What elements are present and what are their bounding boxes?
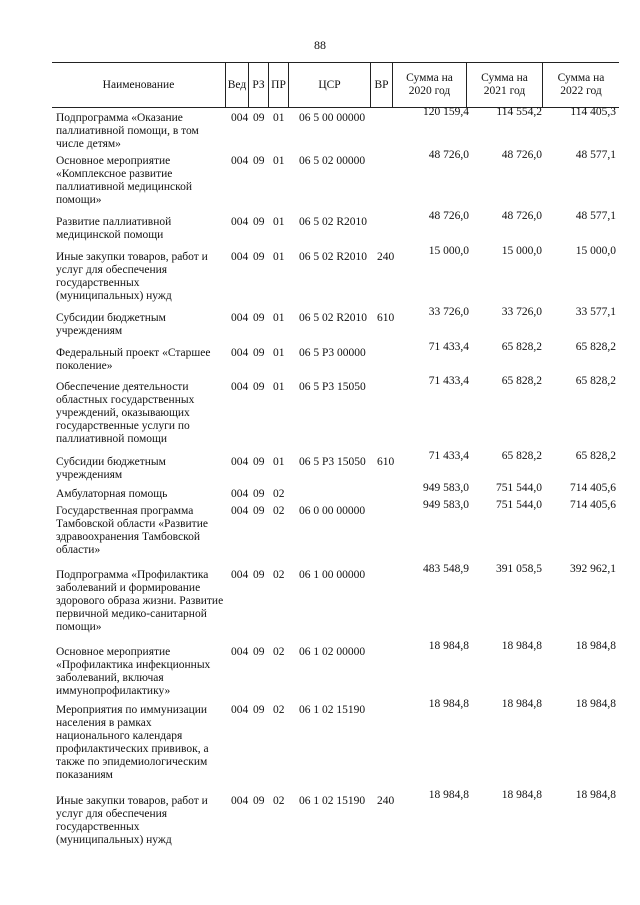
row-ved: 004 <box>231 704 249 716</box>
row-pr: 01 <box>273 216 285 228</box>
row-ved: 004 <box>231 795 249 807</box>
row-rz: 09 <box>253 251 265 263</box>
row-csr: 06 0 00 00000 <box>299 505 366 517</box>
row-csr: 06 5 P3 15050 <box>299 456 366 468</box>
row-rz: 09 <box>253 347 265 359</box>
row-csr: 06 5 02 R2010 <box>299 312 368 324</box>
row-sum-2022: 18 984,8 <box>575 698 616 710</box>
header-sum-2022: Сумма на 2022 год <box>557 72 605 97</box>
row-rz: 09 <box>253 112 265 124</box>
row-pr: 02 <box>273 795 285 807</box>
row-sum-2022: 392 962,1 <box>570 563 616 575</box>
row-sum-2021: 65 828,2 <box>501 450 542 462</box>
row-rz: 09 <box>253 569 265 581</box>
row-pr: 01 <box>273 155 285 167</box>
row-sum-2022: 18 984,8 <box>575 640 616 652</box>
table-header <box>52 62 619 108</box>
row-sum-2021: 18 984,8 <box>501 698 542 710</box>
row-sum-2022: 33 577,1 <box>575 306 616 318</box>
row-csr: 06 5 P3 00000 <box>299 347 366 359</box>
row-name: Обеспечение деятельности областных государственных учреждений, оказывающих государственные услуги по паллиативной помощи <box>56 381 195 445</box>
row-name: Развитие паллиативной медицинской помощи <box>56 216 172 241</box>
header-csr: ЦСР <box>289 63 371 107</box>
row-sum-2021: 18 984,8 <box>501 789 542 801</box>
row-vr: 240 <box>377 795 395 807</box>
row-ved: 004 <box>231 251 249 263</box>
row-rz: 09 <box>253 488 265 500</box>
row-pr: 01 <box>273 381 285 393</box>
row-sum-2022: 114 405,3 <box>570 106 616 118</box>
row-pr: 01 <box>273 112 285 124</box>
row-ved: 004 <box>231 216 249 228</box>
row-pr: 02 <box>273 569 285 581</box>
row-csr: 06 1 00 00000 <box>299 569 366 581</box>
row-csr: 06 5 02 R2010 <box>299 251 368 263</box>
row-name: Субсидии бюджетным учреждениям <box>56 456 166 481</box>
row-vr: 240 <box>377 251 395 263</box>
header-rz: РЗ <box>249 63 269 107</box>
row-ved: 004 <box>231 646 249 658</box>
row-ved: 004 <box>231 569 249 581</box>
row-rz: 09 <box>253 505 265 517</box>
row-rz: 09 <box>253 704 265 716</box>
row-csr: 06 5 02 00000 <box>299 155 366 167</box>
row-pr: 02 <box>273 704 285 716</box>
row-pr: 02 <box>273 646 285 658</box>
page-number: 88 <box>314 38 326 52</box>
row-csr: 06 1 02 00000 <box>299 646 366 658</box>
row-sum-2021: 65 828,2 <box>501 341 542 353</box>
header-name: Наименование <box>52 63 226 107</box>
row-name: Иные закупки товаров, работ и услуг для обеспечения государственных (муниципальных) нужд <box>56 795 208 846</box>
row-sum-2020: 71 433,4 <box>428 450 469 462</box>
row-sum-2020: 18 984,8 <box>428 640 469 652</box>
row-sum-2021: 65 828,2 <box>501 375 542 387</box>
row-ved: 004 <box>231 488 249 500</box>
row-csr: 06 5 P3 15050 <box>299 381 366 393</box>
row-sum-2021: 48 726,0 <box>501 210 542 222</box>
row-rz: 09 <box>253 216 265 228</box>
row-sum-2021: 751 544,0 <box>496 482 542 494</box>
row-pr: 02 <box>273 488 285 500</box>
row-csr: 06 5 02 R2010 <box>299 216 368 228</box>
row-rz: 09 <box>253 381 265 393</box>
row-name: Амбулаторная помощь <box>56 488 168 500</box>
row-sum-2022: 714 405,6 <box>570 482 616 494</box>
row-pr: 01 <box>273 312 285 324</box>
header-vr: ВР <box>371 63 393 107</box>
header-pr: ПР <box>269 63 289 107</box>
row-sum-2022: 48 577,1 <box>575 210 616 222</box>
row-sum-2020: 15 000,0 <box>428 245 469 257</box>
row-sum-2021: 18 984,8 <box>501 640 542 652</box>
row-name: Основное мероприятие «Профилактика инфекционных заболеваний, включая иммунопрофилактику» <box>56 646 211 697</box>
row-sum-2021: 33 726,0 <box>501 306 542 318</box>
row-name: Подпрограмма «Оказание паллиативной помощи, в том числе детям» <box>56 112 199 150</box>
row-sum-2021: 391 058,5 <box>496 563 542 575</box>
row-sum-2020: 48 726,0 <box>428 210 469 222</box>
row-sum-2021: 48 726,0 <box>501 149 542 161</box>
row-sum-2020: 949 583,0 <box>423 499 469 511</box>
row-rz: 09 <box>253 795 265 807</box>
row-pr: 01 <box>273 456 285 468</box>
row-sum-2020: 33 726,0 <box>428 306 469 318</box>
row-sum-2022: 48 577,1 <box>575 149 616 161</box>
row-rz: 09 <box>253 456 265 468</box>
row-name: Субсидии бюджетным учреждениям <box>56 312 166 337</box>
row-name: Мероприятия по иммунизации населения в рамках национального календаря профилактических прививок, а также по эпидемиологическим показаниям <box>56 704 209 781</box>
row-sum-2020: 483 548,9 <box>423 563 469 575</box>
header-sum-2021: Сумма на 2021 год <box>467 63 543 107</box>
row-sum-2022: 18 984,8 <box>575 789 616 801</box>
row-vr: 610 <box>377 312 395 324</box>
row-csr: 06 1 02 15190 <box>299 704 366 716</box>
row-ved: 004 <box>231 155 249 167</box>
row-sum-2022: 65 828,2 <box>575 375 616 387</box>
row-ved: 004 <box>231 312 249 324</box>
row-rz: 09 <box>253 646 265 658</box>
row-name: Подпрограмма «Профилактика заболеваний и формирование здорового образа жизни. Развитие первичной медико-санитарной помощи» <box>56 569 224 633</box>
row-pr: 01 <box>273 347 285 359</box>
row-sum-2020: 18 984,8 <box>428 698 469 710</box>
row-pr: 01 <box>273 251 285 263</box>
row-ved: 004 <box>231 505 249 517</box>
row-csr: 06 1 02 15190 <box>299 795 366 807</box>
row-pr: 02 <box>273 505 285 517</box>
row-rz: 09 <box>253 155 265 167</box>
row-sum-2020: 949 583,0 <box>423 482 469 494</box>
header-ved: Вед <box>226 63 249 107</box>
row-sum-2020: 71 433,4 <box>428 375 469 387</box>
row-sum-2021: 114 554,2 <box>496 106 542 118</box>
row-ved: 004 <box>231 347 249 359</box>
row-ved: 004 <box>231 112 249 124</box>
row-sum-2021: 15 000,0 <box>501 245 542 257</box>
row-sum-2022: 714 405,6 <box>570 499 616 511</box>
row-sum-2022: 65 828,2 <box>575 341 616 353</box>
row-name: Федеральный проект «Старшее поколение» <box>56 347 211 372</box>
row-sum-2020: 120 159,4 <box>423 106 469 118</box>
row-rz: 09 <box>253 312 265 324</box>
row-sum-2020: 48 726,0 <box>428 149 469 161</box>
row-vr: 610 <box>377 456 395 468</box>
row-sum-2022: 65 828,2 <box>575 450 616 462</box>
row-sum-2021: 751 544,0 <box>496 499 542 511</box>
row-name: Иные закупки товаров, работ и услуг для обеспечения государственных (муниципальных) нужд <box>56 251 208 302</box>
row-sum-2020: 18 984,8 <box>428 789 469 801</box>
row-ved: 004 <box>231 456 249 468</box>
row-sum-2022: 15 000,0 <box>575 245 616 257</box>
header-sum-2020: Сумма на 2020 год <box>393 63 467 107</box>
row-sum-2020: 71 433,4 <box>428 341 469 353</box>
row-ved: 004 <box>231 381 249 393</box>
row-name: Государственная программа Тамбовской области «Развитие здравоохранения Тамбовской области» <box>56 505 208 556</box>
row-name: Основное мероприятие «Комплексное развитие паллиативной медицинской помощи» <box>56 155 193 206</box>
row-csr: 06 5 00 00000 <box>299 112 366 124</box>
